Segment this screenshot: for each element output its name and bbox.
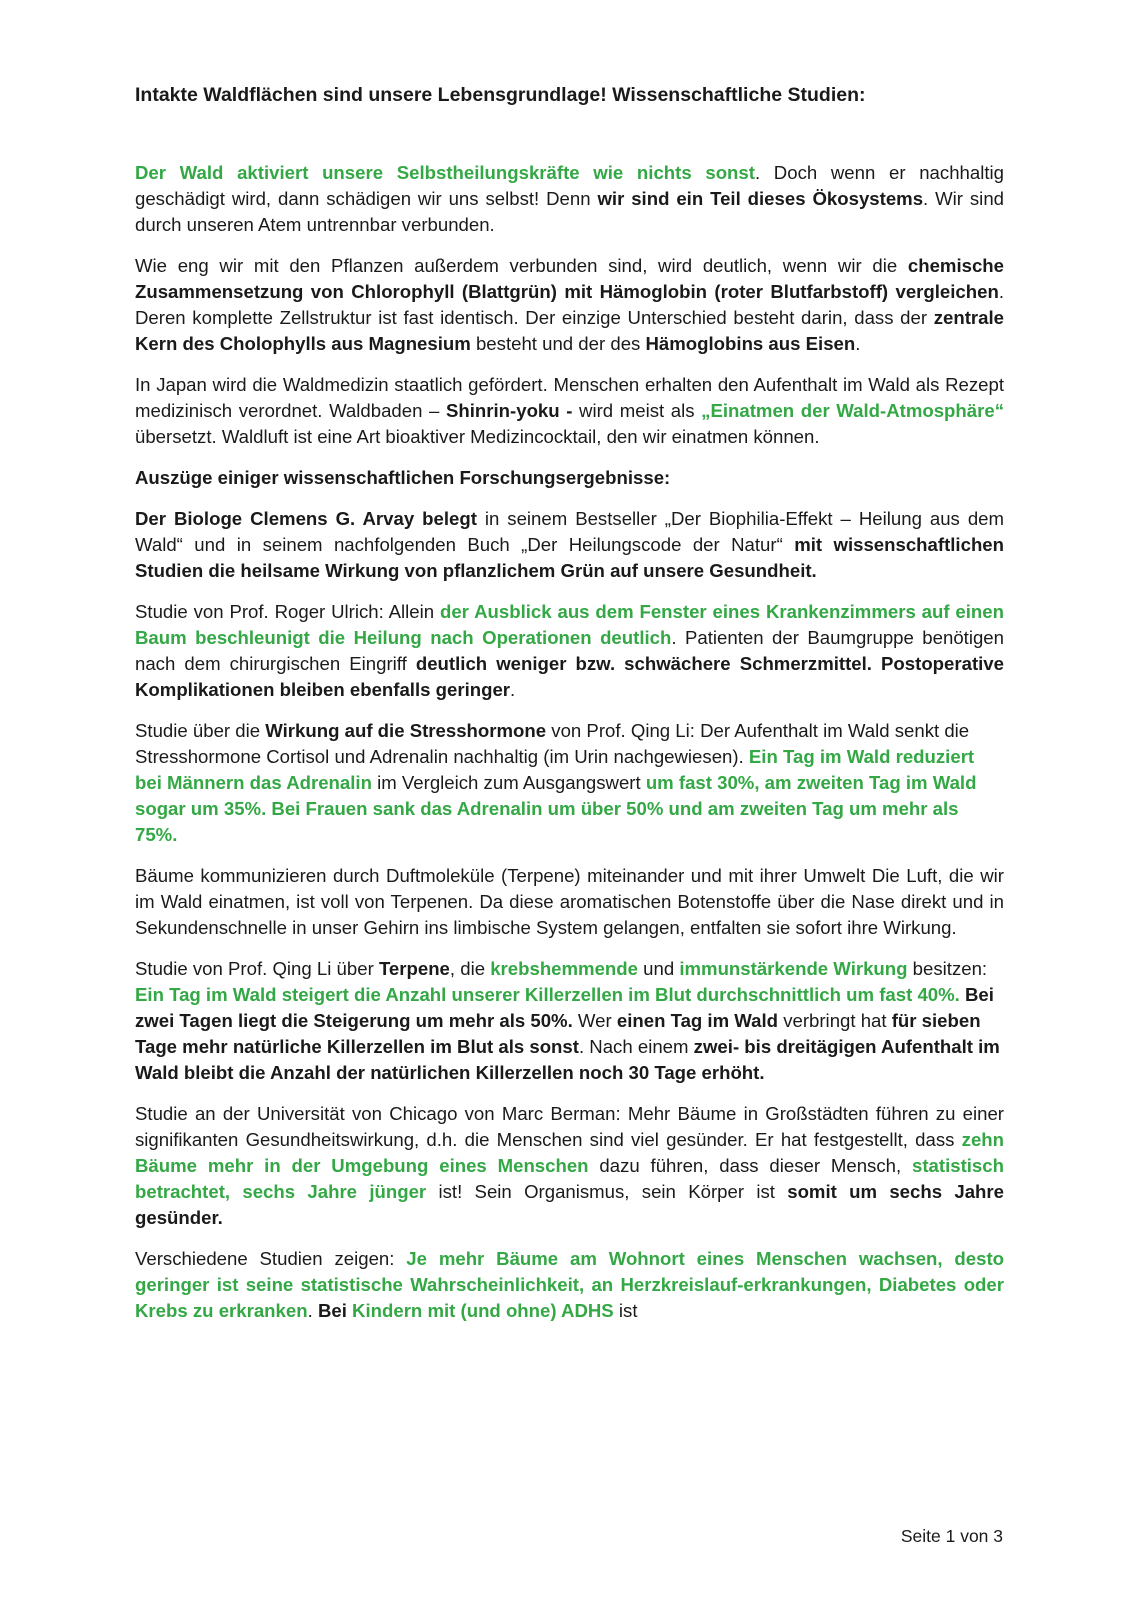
bold-text: Terpene xyxy=(378,958,450,979)
body-text: übersetzt. Waldluft ist eine Art bioaktiver Medizincocktail, den wir einatmen können. xyxy=(135,426,820,447)
highlight-text: Kindern mit (und ohne) ADHS xyxy=(352,1300,614,1321)
paragraph xyxy=(135,253,1004,357)
body-text: Wer xyxy=(572,1010,617,1031)
body-text: . xyxy=(510,679,516,700)
body-text: Studie von Prof. Qing Li über xyxy=(135,958,379,979)
body-text: . xyxy=(855,333,861,354)
highlight-text: Je mehr Bäume am Wohnort eines Menschen wachsen, desto geringer ist seine statistische Wahrscheinlichkeit, an Herzkreislauf-erkrankungen, Diabetes oder Krebs zu erkranken xyxy=(135,1248,1004,1321)
body-text: von Prof. Qing Li: Der Aufenthalt im Wald senkt die Stresshormone Cortisol und Adrenalin nachhaltig (im Urin nachgewiesen). xyxy=(135,720,970,767)
paragraph xyxy=(135,863,1004,941)
body-text: Studie über die xyxy=(135,720,266,741)
highlight-text: der Ausblick aus dem Fenster eines Krankenzimmers auf einen Baum beschleunigt die Heilung nach Operationen deutlich xyxy=(135,601,1004,648)
paragraph xyxy=(135,160,1004,238)
page-number: Seite 1 von 3 xyxy=(900,1526,1003,1546)
paragraph xyxy=(135,1246,1004,1324)
body-text: und xyxy=(637,958,680,979)
paragraph xyxy=(135,372,1004,450)
body-text: Studie von Prof. Roger Ulrich: Allein xyxy=(135,601,440,622)
paragraph xyxy=(135,718,1004,848)
document-title: Intakte Waldflächen sind unsere Lebensgrundlage! Wissenschaftliche Studien: xyxy=(135,84,866,106)
paragraph xyxy=(135,956,1004,1086)
paragraph xyxy=(135,1101,1004,1231)
document-body xyxy=(135,160,1004,1339)
body-text: Verschiedene Studien zeigen: xyxy=(135,1248,407,1269)
highlight-text: Ein Tag im Wald reduziert bei Männern das Adrenalin xyxy=(135,746,975,793)
highlight-text: „Einatmen der Wald-Atmosphäre“ xyxy=(701,400,1004,421)
body-text: in seinem Bestseller „Der Biophilia-Effekt – Heilung aus dem Wald“ und in seinem nachfolgenden Buch „Der Heilungscode der Natur“ xyxy=(135,508,1004,555)
paragraph xyxy=(135,465,1004,491)
bold-text: zentrale Kern des Cholophylls aus Magnesium xyxy=(135,307,1004,354)
bold-text: Shinrin-yoku - xyxy=(446,400,573,421)
highlight-text: immunstärkende Wirkung xyxy=(679,958,908,979)
highlight-text: Der Wald aktiviert unsere Selbstheilungskräfte wie nichts sonst xyxy=(135,162,755,183)
body-text: . Wir sind durch unseren Atem untrennbar verbunden. xyxy=(135,188,1004,235)
body-text: im Vergleich zum Ausgangswert xyxy=(371,772,646,793)
bold-text: Der Biologe Clemens G. Arvay belegt xyxy=(135,508,477,529)
body-text: besitzen: xyxy=(907,958,988,979)
body-text: . Doch wenn er nachhaltig geschädigt wird, dann schädigen wir uns selbst! Denn xyxy=(135,162,1004,209)
bold-text: Wirkung auf die Stresshormone xyxy=(265,720,547,741)
bold-text: mit wissenschaftlichen Studien die heilsame Wirkung von pflanzlichem Grün auf unsere Gesundheit. xyxy=(135,534,1004,581)
body-text: Studie an der Universität von Chicago von Marc Berman: Mehr Bäume in Großstädten führen zu einer signifikanten Gesundheitswirkung, d.h. die Menschen sind viel gesünder. Er hat festgestellt, dass xyxy=(135,1103,1004,1150)
body-text: ist xyxy=(613,1300,638,1321)
paragraph xyxy=(135,506,1004,584)
body-text: Bäume kommunizieren durch Duftmoleküle (Terpene) miteinander und mit ihrer Umwelt Die Luft, die wir im Wald einatmen, ist voll von Terpenen. Da diese aromatischen Botenstoffe über die Nase direkt und in Sekundenschnelle in unser Gehirn ins limbische System gelangen, entfalten sie sofort ihre Wirkung. xyxy=(135,865,1004,938)
paragraph xyxy=(135,599,1004,703)
body-text: , die xyxy=(449,958,491,979)
bold-text: zwei- bis dreitägigen Aufenthalt im Wald bleibt die Anzahl der natürlichen Killerzellen noch 30 Tage erhöht. xyxy=(135,1036,1000,1083)
bold-text: wir sind ein Teil dieses Ökosystems xyxy=(597,188,924,209)
bold-text: Hämoglobins aus Eisen xyxy=(645,333,856,354)
highlight-text: statistisch betrachtet, sechs Jahre jünger xyxy=(135,1155,1004,1202)
highlight-text: krebshemmende xyxy=(490,958,638,979)
body-text: . Nach einem xyxy=(578,1036,694,1057)
body-text: . Deren komplette Zellstruktur ist fast identisch. Der einzige Unterschied besteht darin, dass der xyxy=(135,281,1004,328)
body-text: wird meist als xyxy=(572,400,702,421)
body-text: . Patienten der Baumgruppe benötigen nach dem chirurgischen Eingriff xyxy=(135,627,1004,674)
body-text: Wie eng wir mit den Pflanzen außerdem verbunden sind, wird deutlich, wenn wir die xyxy=(135,255,908,276)
bold-text: Bei zwei Tagen liegt die Steigerung um mehr als 50%. xyxy=(135,984,994,1031)
bold-text: Auszüge einiger wissenschaftlichen Forschungsergebnisse: xyxy=(135,467,671,488)
body-text: . xyxy=(307,1300,318,1321)
body-text: verbringt hat xyxy=(778,1010,892,1031)
body-text: ist! Sein Organismus, sein Körper ist xyxy=(426,1181,788,1202)
bold-text: somit um sechs Jahre gesünder. xyxy=(135,1181,1004,1228)
bold-text: deutlich weniger bzw. schwächere Schmerzmittel. Postoperative Komplikationen bleiben ebenfalls geringer xyxy=(135,653,1004,700)
bold-text: Bei xyxy=(317,1300,347,1321)
bold-text: chemische Zusammensetzung von Chlorophyll (Blattgrün) mit Hämoglobin (roter Blutfarbstoff) vergleichen xyxy=(135,255,1004,302)
body-text: In Japan wird die Waldmedizin staatlich gefördert. Menschen erhalten den Aufenthalt im Wald als Rezept medizinisch verordnet. Waldbaden – xyxy=(135,374,1004,421)
highlight-text: um fast 30%, am zweiten Tag im Wald sogar um 35%. Bei Frauen sank das Adrenalin um über 50% und am zweiten Tag um mehr als 75%. xyxy=(135,772,977,845)
body-text: dazu führen, dass dieser Mensch, xyxy=(588,1155,912,1176)
body-text: besteht und der des xyxy=(470,333,646,354)
bold-text: einen Tag im Wald xyxy=(616,1010,779,1031)
highlight-text: Ein Tag im Wald steigert die Anzahl unserer Killerzellen im Blut durchschnittlich um fast 40%. xyxy=(135,984,960,1005)
bold-text: für sieben Tage mehr natürliche Killerzellen im Blut als sonst xyxy=(135,1010,981,1057)
highlight-text: zehn Bäume mehr in der Umgebung eines Menschen xyxy=(135,1129,1004,1176)
